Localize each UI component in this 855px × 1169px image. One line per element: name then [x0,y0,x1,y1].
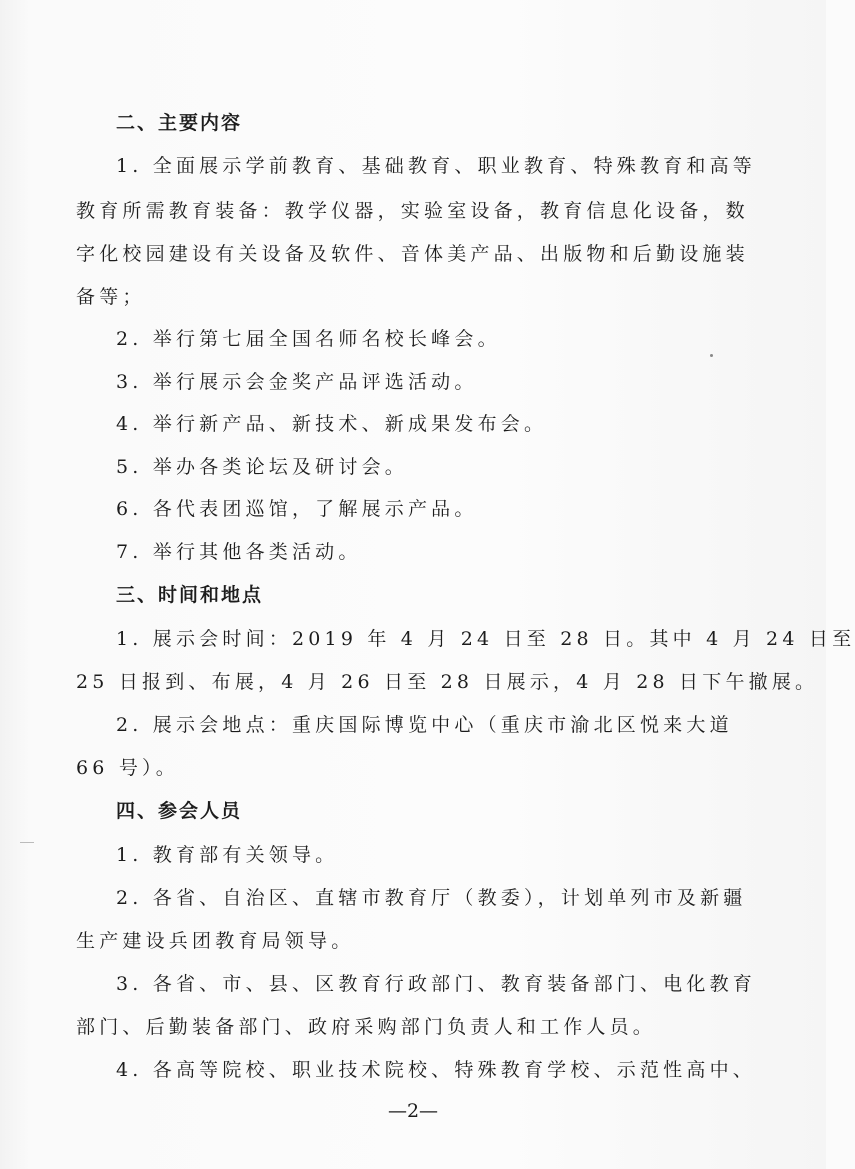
section-heading-attendees: 四、参会人员 [116,800,243,822]
paragraph-line: 66 号）。 [76,757,179,779]
list-item: 1. 教育部有关领导。 [116,844,339,866]
paragraph-line: 字化校园建设有关设备及软件、音体美产品、出版物和后勤设施装 [76,243,749,265]
section-heading-time-place: 三、时间和地点 [116,584,264,606]
list-item: 6. 各代表团巡馆，了解展示产品。 [116,498,478,520]
page-number: —2— [387,1100,439,1122]
paragraph-line: 生产建设兵团教育局领导。 [76,930,355,952]
list-item: 4. 举行新产品、新技术、新成果发布会。 [116,413,548,435]
paragraph-line: 25 日报到、布展，4 月 26 日至 28 日展示，4 月 28 日下午撤展。 [76,671,819,693]
scan-speck [710,354,713,357]
paragraph-line: 教育所需教育装备：教学仪器，实验室设备，教育信息化设备，数 [76,200,749,222]
section-heading-main-content: 二、主要内容 [116,112,243,134]
list-item: 7. 举行其他各类活动。 [116,541,362,563]
paragraph-line: 4. 各高等院校、职业技术院校、特殊教育学校、示范性高中、 [116,1059,756,1081]
paragraph-line: 2. 各省、自治区、直辖市教育厅（教委），计划单列市及新疆 [116,887,747,909]
list-item: 2. 举行第七届全国名师名校长峰会。 [116,328,501,350]
paragraph-line: 部门、后勤装备部门、政府采购部门负责人和工作人员。 [76,1016,657,1038]
paragraph-line: 3. 各省、市、县、区教育行政部门、教育装备部门、电化教育 [116,973,756,995]
scan-speck [20,842,34,843]
paragraph-line: 备等； [76,286,146,308]
paragraph-line: 1. 展示会时间：2019 年 4 月 24 日至 28 日。其中 4 月 24 日至 [116,628,855,650]
paragraph-line: 1. 全面展示学前教育、基础教育、职业教育、特殊教育和高等 [116,155,756,177]
paragraph-line: 2. 展示会地点：重庆国际博览中心（重庆市渝北区悦来大道 [116,714,733,736]
list-item: 3. 举行展示会金奖产品评选活动。 [116,371,478,393]
list-item: 5. 举办各类论坛及研讨会。 [116,456,408,478]
